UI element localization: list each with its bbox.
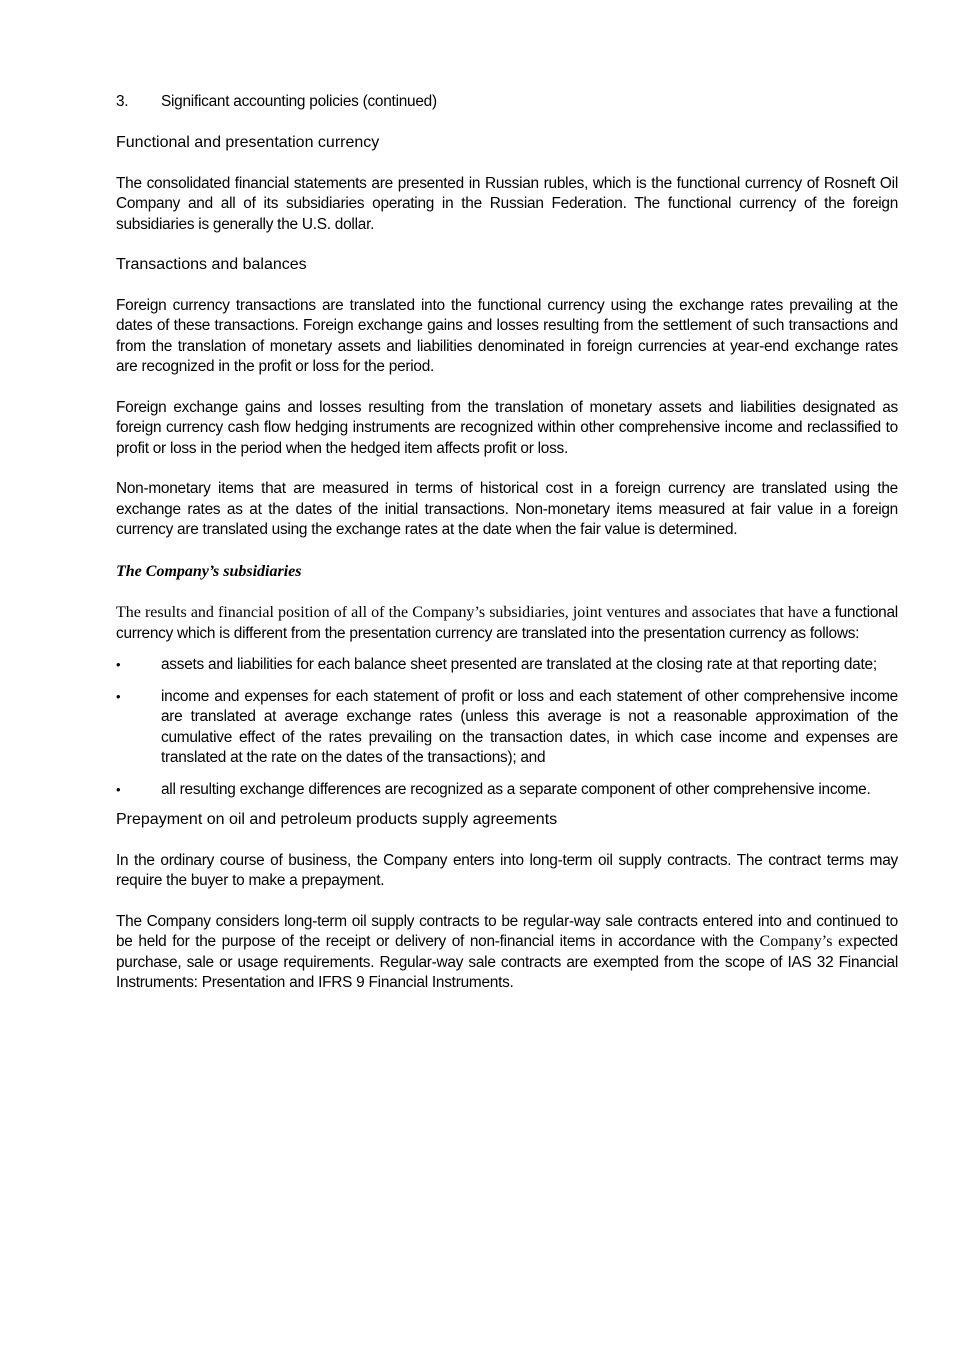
bullet-text: all resulting exchange differences are recognized as a separate component of other comprehensive income. [161, 780, 871, 798]
transactions-paragraph-1: Foreign currency transactions are translated into the functional currency using the exchange rates prevailing at the dates of these transactions. Foreign exchange gains and losses resulting from the settlement of such transactions and from the translation of monetary assets and liabilities denominated in foreign currencies at year-end exchange rates are recognized in the profit or loss for the period. [116, 296, 898, 375]
list-item [116, 687, 898, 769]
prepayment-paragraph-1: In the ordinary course of business, the Company enters into long-term oil supply contracts. The contract terms may require the buyer to make a prepayment. [116, 851, 898, 889]
section-title: Significant accounting policies (continued) [161, 93, 437, 110]
subsidiaries-intro-serif: The results and financial position of all of the Company’s subsidiaries, joint ventures and associates that have [116, 604, 819, 621]
list-item [116, 780, 898, 801]
transactions-paragraph-3: Non-monetary items that are measured in terms of historical cost in a foreign currency are translated using the exchange rates as at the dates of the initial transactions. Non-monetary items measured at fair value in a foreign currency are translated using the exchange rates at the date when the fair value is determined. [116, 480, 898, 538]
subsidiaries-heading: The Company’s subsidiaries [116, 562, 302, 580]
bullet-icon: • [116, 657, 121, 672]
subsidiaries-intro [116, 603, 898, 644]
section-heading [116, 92, 898, 113]
prepayment-paragraph-2-serif: Company’s ex [759, 933, 854, 950]
transactions-paragraph-2: Foreign exchange gains and losses resulting from the translation of monetary assets and liabilities designated as foreign currency cash flow hedging instruments are recognized within other comprehensive income and reclassified to profit or loss in the period when the hedged item affects profit or loss. [116, 398, 898, 457]
bullet-text: assets and liabilities for each balance sheet presented are translated at the closing rate at that reporting date; [161, 656, 877, 673]
section-number: 3. [116, 93, 129, 110]
prepayment-paragraph-2 [116, 912, 898, 994]
prepayment-heading: Prepayment on oil and petroleum products supply agreements [116, 811, 558, 828]
list-item [116, 655, 898, 676]
bullet-icon: • [116, 781, 121, 797]
transactions-heading: Transactions and balances [116, 256, 307, 273]
subsidiaries-intro-rest: a functional currency which is different from the presentation currency are translated into the presentation currency as follows: [116, 604, 898, 642]
bullet-icon: • [116, 688, 121, 704]
document-page [116, 92, 898, 994]
subsidiaries-bullet-list [116, 655, 898, 800]
bullet-text: income and expenses for each statement of profit or loss and each statement of other comprehensive income are translated at average exchange rates (unless this average is not a reasonable approximation of the cumulative effect of the rates prevailing on the transaction dates, in which case income and expenses are translated at the rate on the dates of the transactions); and [161, 687, 898, 766]
prepayment-paragraph-2-a: The Company considers long-term oil supply contracts to be regular-way sale contracts entered into and continued to be held for the purpose of the receipt or delivery of non-financial items in accordance with the [116, 912, 898, 950]
functional-currency-heading: Functional and presentation currency [116, 134, 380, 151]
prepayment-paragraph-2-b: pected purchase, sale or usage requirements. Regular-way sale contracts are exempted from the scope of IAS 32 Financial Instruments: Presentation and IFRS 9 Financial Instruments. [116, 933, 898, 991]
functional-currency-paragraph: The consolidated financial statements are presented in Russian rubles, which is the functional currency of Rosneft Oil Company and all of its subsidiaries operating in the Russian Federation. The functional currency of the foreign subsidiaries is generally the U.S. dollar. [116, 174, 898, 233]
